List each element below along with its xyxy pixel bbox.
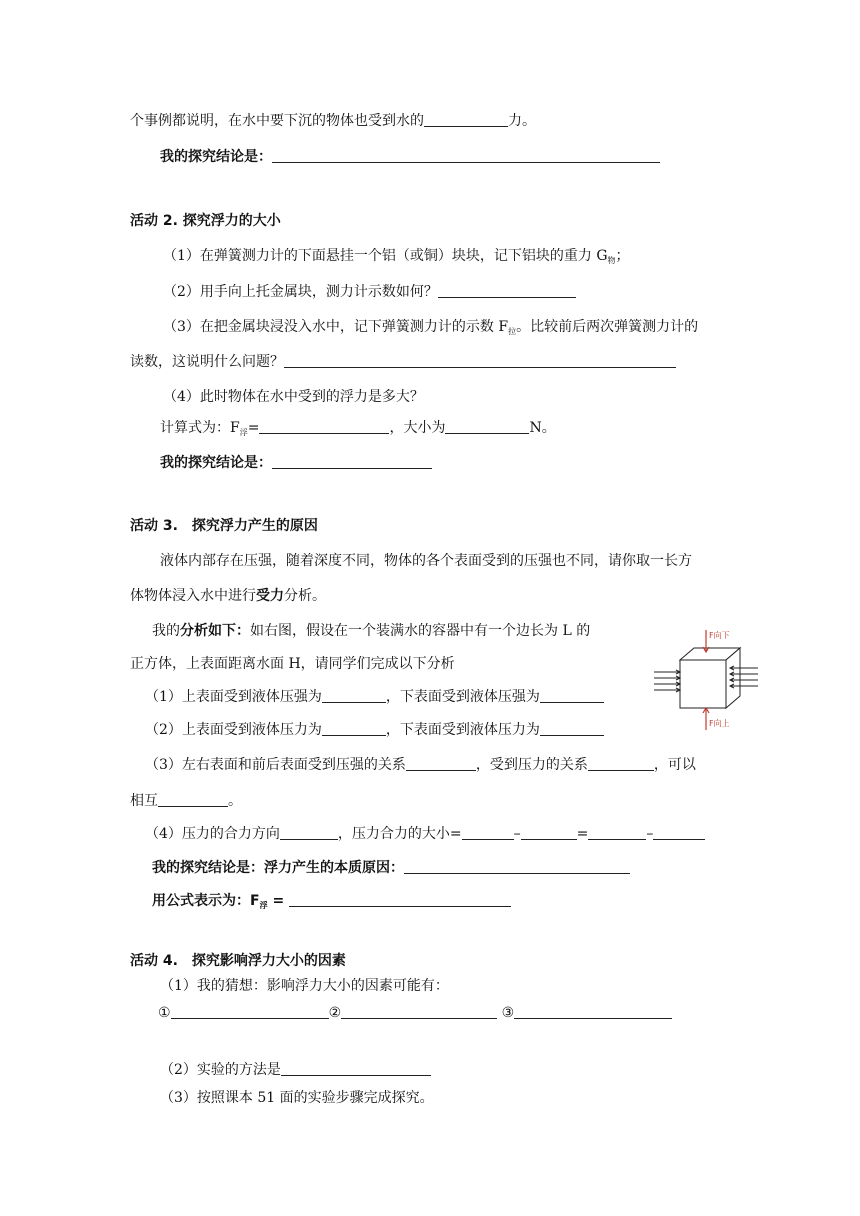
activity-4-title: 活动 4. 探究影响浮力大小的因素 (130, 953, 346, 969)
activity-3-intro-2: 体物体浸入水中进行受力分析。 (130, 588, 326, 604)
answer-blank[interactable] (406, 756, 476, 771)
activity-3-analysis-1: 我的分析如下：如右图，假设在一个装满水的容器中有一个边长为 L 的 (152, 623, 591, 639)
cube-front-face (680, 660, 726, 708)
answer-blank[interactable] (322, 721, 386, 736)
answer-blank[interactable] (588, 756, 654, 771)
conclusion-blank[interactable] (272, 148, 660, 163)
answer-blank[interactable] (462, 825, 514, 840)
cube-pressure-diagram (650, 626, 762, 732)
formula-blank[interactable] (259, 419, 389, 434)
activity-2-step-3-cont: 读数，这说明什么问题？ (130, 353, 676, 371)
activity-3-analysis-2: 正方体，上表面距离水面 H，请同学们完成以下分析 (130, 656, 455, 672)
activity-3-q2: （2）上表面受到液体压力为 ，下表面受到液体压力为 (145, 721, 604, 739)
value-blank[interactable] (445, 419, 529, 434)
left-pressure-arrows (654, 670, 680, 692)
activity-4-choices: ① ② ③ (158, 1004, 672, 1022)
answer-blank[interactable] (284, 353, 676, 368)
activity-3-q3-cont: 相互 。 (130, 793, 242, 809)
conclusion-line-1: 我的探究结论是： (160, 148, 660, 166)
activity-3-formula: 用公式表示为：$F_浮$ = (152, 892, 511, 915)
method-blank[interactable] (281, 1061, 431, 1076)
answer-blank[interactable] (521, 825, 577, 840)
activity-2-calc: 计算式为：$F_浮=$ ，大小为 N。 (160, 420, 556, 437)
activity-3-q1: （1）上表面受到液体压强为 ，下表面受到液体压强为 (145, 688, 604, 706)
answer-blank[interactable] (540, 688, 604, 703)
activity-3-q3: （3）左右表面和前后表面受到压强的关系 ，受到压力的关系 ，可以 (145, 757, 696, 773)
conclusion-blank[interactable] (272, 454, 432, 469)
activity-2-step-3: （3）在把金属块浸没入水中，记下弹簧测力计的示数 $F_拉$。比较前后两次弹簧测力计的 (163, 319, 699, 336)
intro-sentence: 个事例都说明，在水中要下沉的物体也受到水的 力。 (130, 113, 536, 129)
activity-3-title: 活动 3. 探究浮力产生的原因 (130, 518, 318, 534)
guess-blank-1[interactable] (171, 1004, 329, 1019)
formula-blank[interactable] (289, 892, 511, 907)
answer-blank[interactable] (280, 825, 338, 840)
activity-2-step-4: （4）此时物体在水中受到的浮力是多大？ (163, 389, 424, 405)
activity-3-q4: （4）压力的合力方向 ，压力合力的大小= – = – (145, 825, 705, 843)
guess-blank-3[interactable] (514, 1004, 672, 1019)
answer-blank[interactable] (424, 112, 508, 127)
fig-top-label: F向下 (709, 631, 730, 640)
fig-bottom-label: F向上 (709, 719, 730, 728)
answer-blank[interactable] (653, 825, 705, 840)
activity-4-method: （2）实验的方法是 (160, 1061, 431, 1079)
answer-blank[interactable] (438, 283, 576, 298)
answer-blank[interactable] (588, 825, 646, 840)
activity-2-step-1: （1）在弹簧测力计的下面悬挂一个铝（或铜）块块，记下铝块的重力 $G_物$； (163, 248, 630, 265)
answer-blank[interactable] (540, 721, 604, 736)
activity-2-step-2: （2）用手向上托金属块，测力计示数如何？ (163, 283, 576, 301)
guess-blank-2[interactable] (341, 1004, 497, 1019)
conclusion-blank[interactable] (404, 859, 630, 874)
conclusion-line-2: 我的探究结论是： (160, 454, 432, 472)
answer-blank[interactable] (322, 688, 386, 703)
activity-2-title: 活动 2. 探究浮力的大小 (130, 213, 281, 229)
activity-4-step-3: （3）按照课本 51 面的实验步骤完成探究。 (160, 1090, 434, 1106)
activity-3-conclusion: 我的探究结论是：浮力产生的本质原因： (152, 859, 630, 877)
activity-4-guess: （1）我的猜想：影响浮力大小的因素可能有： (160, 978, 449, 994)
activity-3-intro-1: 液体内部存在压强，随着深度不同，物体的各个表面受到的压强也不同，请你取一长方 (160, 553, 692, 569)
answer-blank[interactable] (158, 792, 228, 807)
